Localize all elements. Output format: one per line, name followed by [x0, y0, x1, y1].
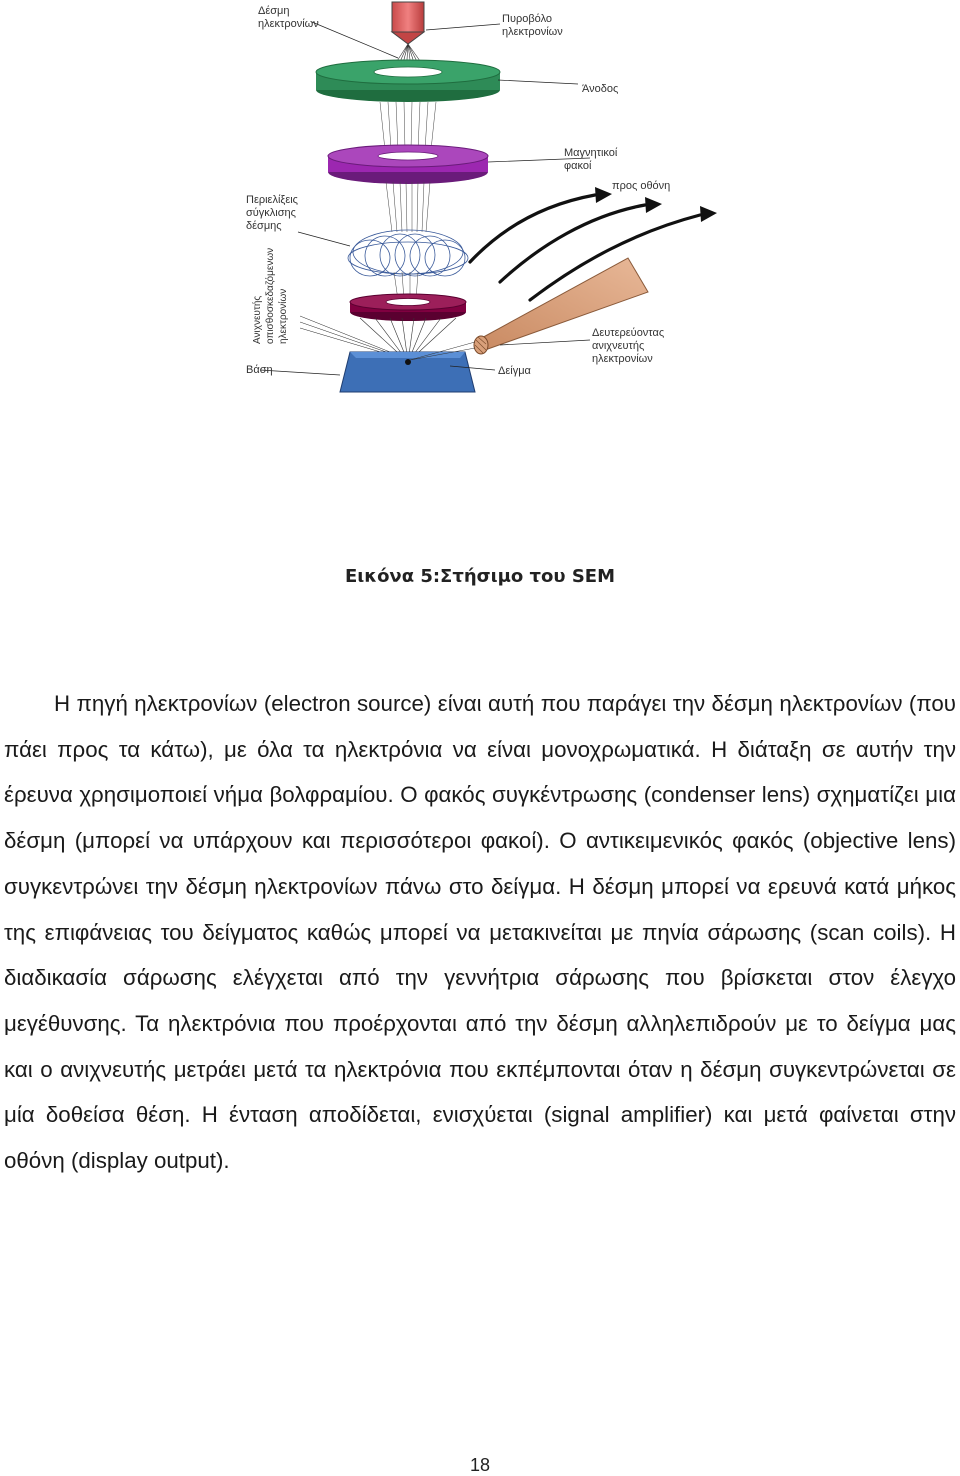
label-anode: Άνοδος — [582, 83, 619, 95]
anode-ring — [316, 60, 500, 102]
label-lenses-1: Μαγνητικοί — [564, 147, 618, 159]
label-beam-1: Δέσμη — [258, 5, 290, 17]
label-sample: Δείγμα — [498, 365, 531, 377]
label-secondary-3: ηλεκτρονίων — [592, 353, 653, 365]
figure-caption: Εικόνα 5:Στήσιμο του SEM — [344, 566, 616, 587]
stage — [340, 352, 475, 392]
magnetic-lens — [328, 145, 488, 184]
label-backscatter-2: οπισθοσκεδαζόμενων — [265, 247, 276, 344]
sem-diagram — [180, 0, 780, 400]
scan-coils — [348, 230, 468, 276]
label-coils-3: δέσμης — [246, 220, 282, 232]
electron-gun — [392, 2, 424, 44]
body-paragraph: Η πηγή ηλεκτρονίων (electron source) είναι αυτή που παράγει την δέσμη ηλεκτρονίων (που πάει προς τα κάτω), με όλα τα ηλεκτρόνια να είναι μονοχρωματικά. Η διάταξη σε αυτήν την έρευνα χρησιμοποιεί νήμα βολφραμίου. Ο φακός συγκέντρωσης (condenser lens) σχηματίζει μια δέσμη (μπορεί να υπάρχουν και περισσότεροι φακοί). Ο αντικειμενικός φακός (objective lens) συγκεντρώνει την δέσμη ηλεκτρονίων πάνω στο δείγμα. Η δέσμη μπορεί να ερευνά κατά μήκος της επιφάνειας του δείγματος καθώς μπορεί να μετακινείται με πηνία σάρωσης (scan coils). Η διαδικασία σάρωσης ελέγχεται από την γεννήτρια σάρωσης που βρίσκεται στον έλεγχο μεγέθυνσης. Τα ηλεκτρόνια που προέρχονται από την δέσμη αλληλεπιδρούν με το δείγμα μας και ο ανιχνευτής μετράει μετά τα ηλεκτρόνια που εκπέμπονται όταν η δέσμη συγκεντρώνεται σε μία δοθείσα θέση. Η ένταση αποδίδεται, ενισχύεται (signal amplifier) και μετά φαίνεται στην οθόνη (display output). — [4, 691, 956, 1174]
label-coils-1: Περιελίξεις — [246, 194, 298, 206]
label-gun-1: Πυροβόλο — [502, 13, 553, 25]
label-secondary-2: ανιχνευτής — [592, 340, 645, 352]
label-lenses-2: φακοί — [564, 160, 592, 172]
beam-lines-lower — [386, 182, 430, 232]
label-backscatter-3: ηλεκτρονίων — [278, 288, 289, 344]
beam-lines-middle — [380, 102, 436, 150]
label-beam-2: ηλεκτρονίων — [258, 18, 319, 30]
label-backscatter-group — [251, 248, 289, 344]
page-number: 18 — [469, 1455, 491, 1475]
label-stage: Βάση — [246, 364, 273, 376]
objective-lens — [350, 294, 466, 321]
label-backscatter-1: Ανιχνευτής — [252, 295, 263, 344]
label-coils-2: σύγκλισης — [246, 207, 296, 219]
label-secondary-1: Δευτερεύοντας — [592, 327, 665, 339]
label-to-screen: προς οθόνη — [612, 180, 671, 192]
label-gun-2: ηλεκτρονίων — [502, 26, 563, 38]
